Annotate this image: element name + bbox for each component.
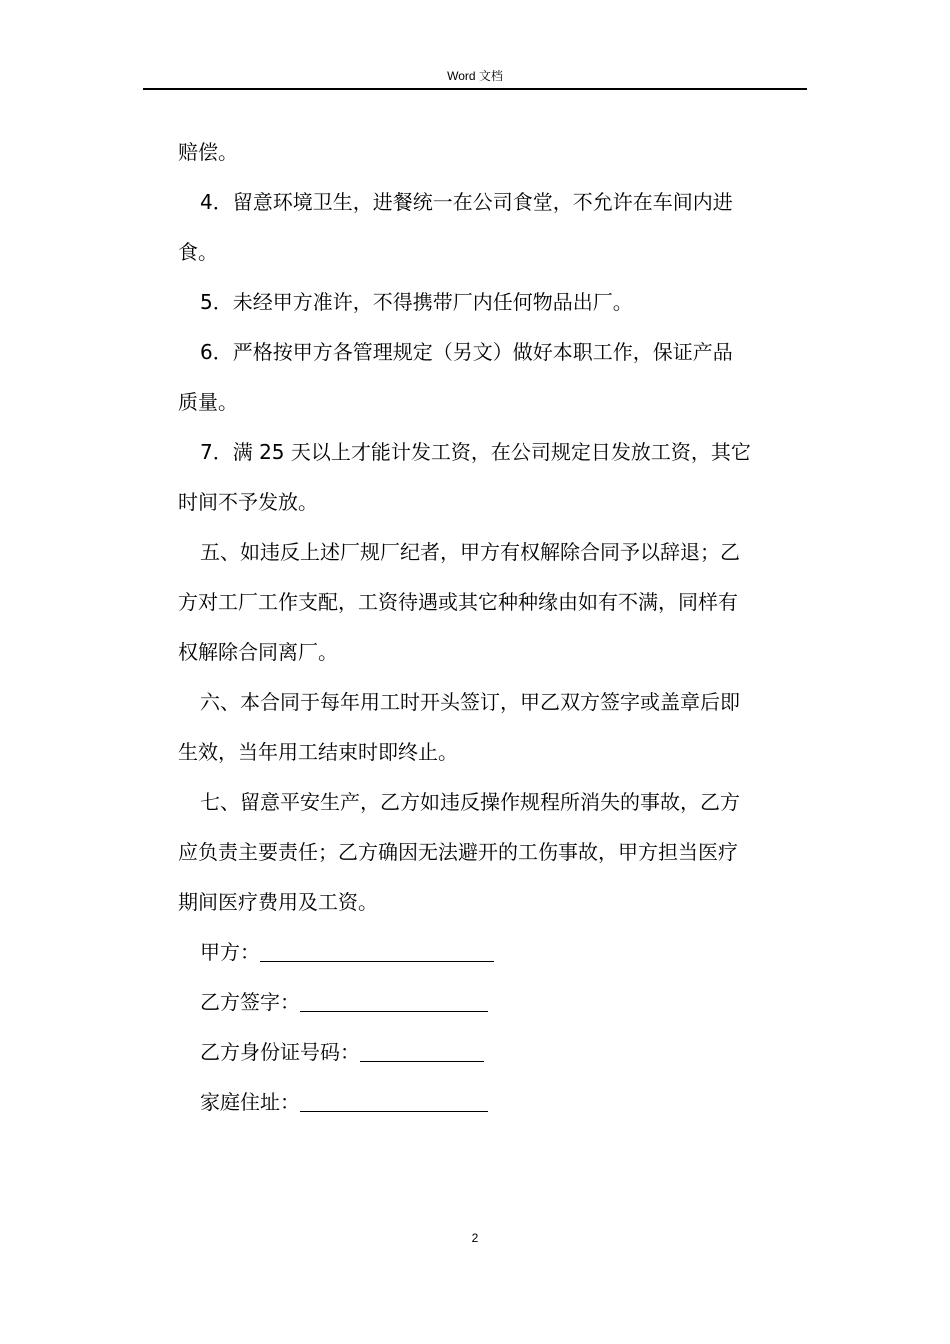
party-b-sign-blank[interactable] [300, 991, 488, 1012]
signature-party-b-id [178, 1027, 808, 1077]
section-6-line-1: 六、本合同于每年用工时开头签订，甲乙双方签字或盖章后即 [200, 690, 740, 714]
section-7-line-2: 应负责主要责任；乙方确因无法避开的工伤事故，甲方担当医疗 [178, 840, 738, 864]
header-title: Word 文档 [447, 69, 503, 83]
home-address-blank[interactable] [300, 1091, 488, 1112]
section-6-line-2: 生效，当年用工结束时即终止。 [178, 740, 458, 764]
signature-party-a [178, 927, 808, 977]
page-number: 2 [471, 1231, 479, 1245]
home-address-label: 家庭住址： [200, 1090, 300, 1114]
section-5-line-2: 方对工厂工作支配，工资待遇或其它种种缘由如有不满，同样有 [178, 590, 738, 614]
clause-4-line-2: 食。 [178, 240, 218, 264]
party-b-id-blank[interactable] [360, 1041, 484, 1062]
clause-6-line-2: 质量。 [178, 390, 238, 414]
section-5-line-1: 五、如违反上述厂规厂纪者，甲方有权解除合同予以辞退；乙 [200, 540, 740, 564]
signature-home-address [178, 1077, 808, 1127]
clause-4-line-1: 4．留意环境卫生，进餐统一在公司食堂，不允许在车间内进 [200, 190, 733, 214]
section-7-line-1: 七、留意平安生产，乙方如违反操作规程所消失的事故，乙方 [200, 790, 740, 814]
section-7-line-3: 期间医疗费用及工资。 [178, 890, 378, 914]
party-b-sign-label: 乙方签字： [200, 990, 300, 1014]
body-line: 赔偿。 [178, 140, 238, 164]
section-5-line-3: 权解除合同离厂。 [178, 640, 338, 664]
document-body [178, 127, 808, 1127]
page-header [143, 66, 807, 90]
clause-7-line-1: 7．满 25 天以上才能计发工资，在公司规定日发放工资，其它 [200, 440, 751, 464]
party-a-label: 甲方： [200, 940, 260, 964]
party-a-blank[interactable] [260, 941, 494, 962]
clause-5: 5．未经甲方准许，不得携带厂内任何物品出厂。 [200, 290, 633, 314]
signature-party-b [178, 977, 808, 1027]
clause-6-line-1: 6．严格按甲方各管理规定（另文）做好本职工作，保证产品 [200, 340, 733, 364]
party-b-id-label: 乙方身份证号码： [200, 1040, 360, 1064]
clause-7-line-2: 时间不予发放。 [178, 490, 318, 514]
